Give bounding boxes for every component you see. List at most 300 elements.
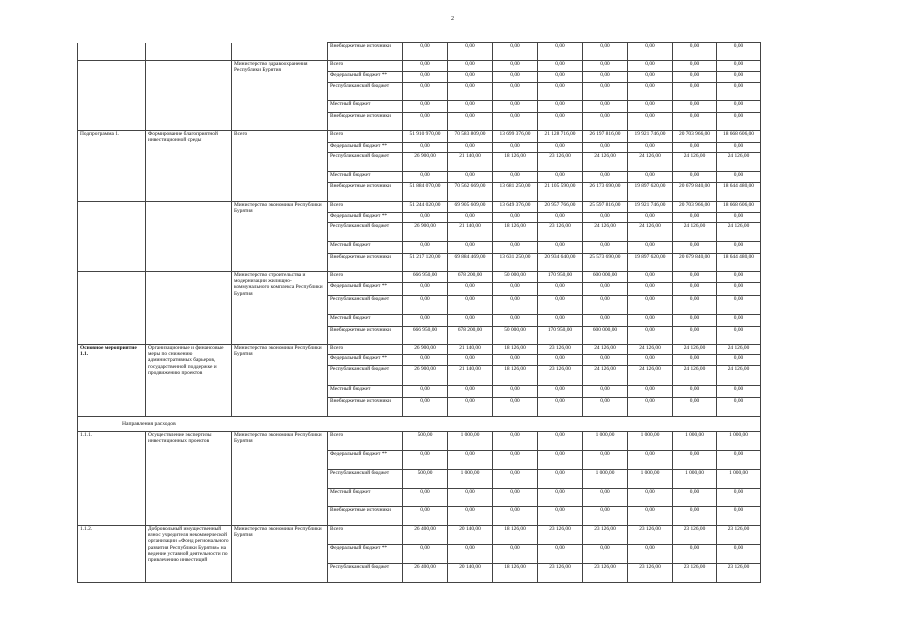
executor-cell: Всего bbox=[232, 131, 328, 202]
funding-source-cell: Федеральный бюджет ** bbox=[328, 355, 403, 366]
section-heading: Направления расходов bbox=[78, 417, 761, 432]
amount-cell: 0,00 bbox=[493, 432, 538, 451]
funding-source-cell: Федеральный бюджет ** bbox=[328, 213, 403, 223]
amount-cell: 26 900,00 bbox=[403, 223, 448, 242]
program-code-cell bbox=[78, 202, 146, 272]
funding-source-cell: Республиканский бюджет bbox=[328, 83, 403, 101]
amount-cell: 0,00 bbox=[628, 143, 673, 153]
amount-cell: 0,00 bbox=[628, 242, 673, 254]
amount-cell: 23 126,00 bbox=[717, 564, 761, 583]
amount-cell: 0,00 bbox=[493, 43, 538, 61]
amount-cell: 0,00 bbox=[673, 398, 717, 417]
amount-cell: 0,00 bbox=[717, 172, 761, 183]
amount-cell: 13 699 376,00 bbox=[493, 131, 538, 143]
amount-cell: 24 126,00 bbox=[583, 153, 628, 172]
amount-cell: 0,00 bbox=[493, 296, 538, 315]
amount-cell: 0,00 bbox=[673, 242, 717, 254]
amount-cell: 20 140,00 bbox=[448, 564, 493, 583]
amount-cell: 0,00 bbox=[583, 451, 628, 470]
executor-cell bbox=[232, 43, 328, 61]
amount-cell: 1 000,00 bbox=[628, 470, 673, 489]
funding-source-cell: Федеральный бюджет ** bbox=[328, 451, 403, 470]
amount-cell: 0,00 bbox=[403, 283, 448, 296]
amount-cell: 0,00 bbox=[583, 213, 628, 223]
program-name-cell bbox=[146, 43, 232, 61]
budget-table-body bbox=[78, 43, 761, 583]
amount-cell: 19 897 620,00 bbox=[628, 183, 673, 202]
amount-cell: 18 126,00 bbox=[493, 564, 538, 583]
funding-source-cell: Республиканский бюджет bbox=[328, 366, 403, 386]
program-name-cell: Добровольный имущественный взнос учредителя некоммерческой организации «Фонд регионального развития Республики Бурятия» на ведение уставной деятельности по привлечению инвестиций bbox=[146, 526, 232, 583]
amount-cell: 1 000,00 bbox=[583, 470, 628, 489]
amount-cell: 0,00 bbox=[628, 327, 673, 345]
amount-cell: 0,00 bbox=[493, 451, 538, 470]
amount-cell: 0,00 bbox=[717, 451, 761, 470]
amount-cell: 21 140,00 bbox=[448, 223, 493, 242]
amount-cell: 0,00 bbox=[717, 61, 761, 72]
amount-cell: 1 000,00 bbox=[673, 432, 717, 451]
amount-cell: 23 126,00 bbox=[538, 153, 583, 172]
amount-cell: 0,00 bbox=[628, 489, 673, 507]
program-name-cell bbox=[146, 202, 232, 272]
amount-cell: 0,00 bbox=[538, 489, 583, 507]
amount-cell: 50 000,00 bbox=[493, 272, 538, 283]
amount-cell: 70 583 809,00 bbox=[448, 131, 493, 143]
amount-cell: 678 200,00 bbox=[448, 272, 493, 283]
amount-cell: 0,00 bbox=[403, 242, 448, 254]
amount-cell: 0,00 bbox=[628, 283, 673, 296]
amount-cell: 21 140,00 bbox=[448, 366, 493, 386]
amount-cell: 0,00 bbox=[403, 213, 448, 223]
amount-cell: 0,00 bbox=[538, 386, 583, 398]
amount-cell: 20 140,00 bbox=[448, 526, 493, 545]
amount-cell: 0,00 bbox=[448, 315, 493, 327]
amount-cell: 0,00 bbox=[493, 545, 538, 564]
amount-cell: 0,00 bbox=[628, 272, 673, 283]
amount-cell: 0,00 bbox=[628, 355, 673, 366]
amount-cell: 23 126,00 bbox=[538, 564, 583, 583]
amount-cell: 0,00 bbox=[673, 489, 717, 507]
amount-cell: 0,00 bbox=[717, 386, 761, 398]
amount-cell: 23 126,00 bbox=[538, 366, 583, 386]
amount-cell: 0,00 bbox=[628, 451, 673, 470]
table-row bbox=[78, 61, 761, 72]
amount-cell: 25 573 690,00 bbox=[583, 254, 628, 272]
amount-cell: 19 921 746,00 bbox=[628, 202, 673, 213]
amount-cell: 18 644 480,00 bbox=[717, 183, 761, 202]
amount-cell: 0,00 bbox=[717, 101, 761, 113]
amount-cell: 0,00 bbox=[493, 101, 538, 113]
amount-cell: 0,00 bbox=[538, 432, 583, 451]
funding-source-cell: Республиканский бюджет bbox=[328, 153, 403, 172]
amount-cell: 0,00 bbox=[403, 61, 448, 72]
amount-cell: 0,00 bbox=[673, 545, 717, 564]
amount-cell: 0,00 bbox=[538, 398, 583, 417]
funding-source-cell: Федеральный бюджет ** bbox=[328, 283, 403, 296]
amount-cell: 24 126,00 bbox=[717, 153, 761, 172]
amount-cell: 0,00 bbox=[538, 451, 583, 470]
amount-cell: 0,00 bbox=[673, 72, 717, 83]
amount-cell: 0,00 bbox=[628, 398, 673, 417]
program-code-cell: 1.1.2. bbox=[78, 526, 146, 583]
amount-cell: 0,00 bbox=[403, 101, 448, 113]
amount-cell: 20 957 766,00 bbox=[538, 202, 583, 213]
amount-cell: 0,00 bbox=[403, 172, 448, 183]
amount-cell: 0,00 bbox=[583, 296, 628, 315]
section-row bbox=[78, 417, 761, 432]
amount-cell: 0,00 bbox=[538, 72, 583, 83]
amount-cell: 0,00 bbox=[448, 43, 493, 61]
amount-cell: 0,00 bbox=[448, 61, 493, 72]
amount-cell: 0,00 bbox=[493, 507, 538, 526]
amount-cell: 0,00 bbox=[538, 355, 583, 366]
amount-cell: 19 921 746,00 bbox=[628, 131, 673, 143]
amount-cell: 0,00 bbox=[493, 398, 538, 417]
funding-source-cell: Федеральный бюджет ** bbox=[328, 545, 403, 564]
amount-cell: 0,00 bbox=[583, 355, 628, 366]
amount-cell: 1 000,00 bbox=[673, 470, 717, 489]
amount-cell: 13 649 376,00 bbox=[493, 202, 538, 213]
amount-cell: 0,00 bbox=[717, 43, 761, 61]
table-row bbox=[78, 43, 761, 61]
amount-cell: 24 126,00 bbox=[717, 223, 761, 242]
amount-cell: 0,00 bbox=[538, 283, 583, 296]
funding-source-cell: Местный бюджет bbox=[328, 172, 403, 183]
amount-cell: 0,00 bbox=[583, 172, 628, 183]
amount-cell: 0,00 bbox=[673, 507, 717, 526]
program-name-cell: Формирование благоприятной инвестиционной среды bbox=[146, 131, 232, 202]
amount-cell: 23 126,00 bbox=[538, 526, 583, 545]
funding-source-cell: Внебюджетные источники bbox=[328, 507, 403, 526]
amount-cell: 21 128 716,00 bbox=[538, 131, 583, 143]
amount-cell: 26 900,00 bbox=[403, 153, 448, 172]
program-name-cell bbox=[146, 272, 232, 345]
amount-cell: 666 950,00 bbox=[403, 327, 448, 345]
amount-cell: 0,00 bbox=[583, 83, 628, 101]
amount-cell: 26 900,00 bbox=[403, 366, 448, 386]
amount-cell: 23 126,00 bbox=[583, 526, 628, 545]
amount-cell: 0,00 bbox=[628, 172, 673, 183]
amount-cell: 26 197 816,00 bbox=[583, 131, 628, 143]
amount-cell: 0,00 bbox=[403, 545, 448, 564]
amount-cell: 18 126,00 bbox=[493, 223, 538, 242]
executor-cell: Министерство экономики Республики Бурятия bbox=[232, 202, 328, 272]
funding-source-cell: Республиканский бюджет bbox=[328, 470, 403, 489]
amount-cell: 0,00 bbox=[493, 283, 538, 296]
amount-cell: 70 562 669,00 bbox=[448, 183, 493, 202]
amount-cell: 0,00 bbox=[583, 283, 628, 296]
table-row bbox=[78, 202, 761, 213]
amount-cell: 0,00 bbox=[403, 507, 448, 526]
table-row bbox=[78, 526, 761, 545]
amount-cell: 0,00 bbox=[538, 101, 583, 113]
executor-cell: Министерство строительства и модернизации жилищно-коммунального комплекса Республики Бурятия bbox=[232, 272, 328, 345]
amount-cell: 0,00 bbox=[493, 143, 538, 153]
amount-cell: 0,00 bbox=[673, 327, 717, 345]
funding-source-cell: Местный бюджет bbox=[328, 101, 403, 113]
amount-cell: 51 884 070,00 bbox=[403, 183, 448, 202]
amount-cell: 0,00 bbox=[628, 296, 673, 315]
amount-cell: 0,00 bbox=[673, 315, 717, 327]
funding-source-cell: Местный бюджет bbox=[328, 386, 403, 398]
amount-cell: 1 000,00 bbox=[717, 470, 761, 489]
executor-cell: Министерство здравоохранения Республики Бурятия bbox=[232, 61, 328, 131]
amount-cell: 0,00 bbox=[583, 113, 628, 131]
table-row bbox=[78, 345, 761, 355]
amount-cell: 0,00 bbox=[403, 83, 448, 101]
program-name-cell bbox=[146, 61, 232, 131]
amount-cell: 0,00 bbox=[628, 43, 673, 61]
amount-cell: 18 126,00 bbox=[493, 366, 538, 386]
amount-cell: 51 910 970,00 bbox=[403, 131, 448, 143]
amount-cell: 18 668 606,00 bbox=[717, 202, 761, 213]
amount-cell: 21 140,00 bbox=[448, 153, 493, 172]
funding-source-cell: Республиканский бюджет bbox=[328, 223, 403, 242]
amount-cell: 24 126,00 bbox=[717, 366, 761, 386]
amount-cell: 0,00 bbox=[628, 101, 673, 113]
amount-cell: 0,00 bbox=[717, 327, 761, 345]
amount-cell: 23 126,00 bbox=[538, 223, 583, 242]
amount-cell: 69 905 609,00 bbox=[448, 202, 493, 213]
amount-cell: 0,00 bbox=[628, 507, 673, 526]
amount-cell: 0,00 bbox=[717, 296, 761, 315]
amount-cell: 678 200,00 bbox=[448, 327, 493, 345]
amount-cell: 0,00 bbox=[583, 143, 628, 153]
amount-cell: 21 105 590,00 bbox=[538, 183, 583, 202]
amount-cell: 50 000,00 bbox=[493, 327, 538, 345]
amount-cell: 0,00 bbox=[493, 72, 538, 83]
amount-cell: 0,00 bbox=[583, 386, 628, 398]
amount-cell: 1 000,00 bbox=[717, 432, 761, 451]
funding-source-cell: Местный бюджет bbox=[328, 489, 403, 507]
amount-cell: 26 173 690,00 bbox=[583, 183, 628, 202]
program-code-cell bbox=[78, 61, 146, 131]
amount-cell: 0,00 bbox=[717, 83, 761, 101]
amount-cell: 0,00 bbox=[673, 43, 717, 61]
amount-cell: 0,00 bbox=[628, 545, 673, 564]
amount-cell: 23 126,00 bbox=[538, 345, 583, 355]
amount-cell: 0,00 bbox=[538, 61, 583, 72]
amount-cell: 0,00 bbox=[448, 398, 493, 417]
amount-cell: 0,00 bbox=[583, 315, 628, 327]
program-code-cell bbox=[78, 43, 146, 61]
amount-cell: 0,00 bbox=[628, 213, 673, 223]
amount-cell: 51 244 020,00 bbox=[403, 202, 448, 213]
executor-cell: Министерство экономики Республики Бурятия bbox=[232, 526, 328, 583]
amount-cell: 0,00 bbox=[628, 72, 673, 83]
amount-cell: 1 000,00 bbox=[448, 432, 493, 451]
amount-cell: 0,00 bbox=[448, 489, 493, 507]
amount-cell: 0,00 bbox=[717, 72, 761, 83]
amount-cell: 0,00 bbox=[448, 83, 493, 101]
funding-source-cell: Всего bbox=[328, 526, 403, 545]
amount-cell: 0,00 bbox=[448, 143, 493, 153]
amount-cell: 24 126,00 bbox=[628, 153, 673, 172]
amount-cell: 0,00 bbox=[403, 296, 448, 315]
amount-cell: 0,00 bbox=[538, 83, 583, 101]
amount-cell: 0,00 bbox=[448, 451, 493, 470]
amount-cell: 24 126,00 bbox=[628, 366, 673, 386]
amount-cell: 24 126,00 bbox=[583, 366, 628, 386]
amount-cell: 18 126,00 bbox=[493, 526, 538, 545]
amount-cell: 0,00 bbox=[493, 315, 538, 327]
funding-source-cell: Местный бюджет bbox=[328, 315, 403, 327]
program-code-cell bbox=[78, 272, 146, 345]
amount-cell: 0,00 bbox=[628, 61, 673, 72]
amount-cell: 0,00 bbox=[538, 507, 583, 526]
program-code-cell: 1.1.1. bbox=[78, 432, 146, 526]
amount-cell: 0,00 bbox=[628, 83, 673, 101]
amount-cell: 24 126,00 bbox=[583, 223, 628, 242]
table-row bbox=[78, 432, 761, 451]
amount-cell: 0,00 bbox=[538, 242, 583, 254]
amount-cell: 0,00 bbox=[538, 113, 583, 131]
amount-cell: 0,00 bbox=[538, 143, 583, 153]
amount-cell: 170 950,00 bbox=[538, 327, 583, 345]
amount-cell: 0,00 bbox=[403, 489, 448, 507]
amount-cell: 51 217 120,00 bbox=[403, 254, 448, 272]
amount-cell: 1 000,00 bbox=[628, 432, 673, 451]
funding-source-cell: Внебюджетные источники bbox=[328, 43, 403, 61]
amount-cell: 18 126,00 bbox=[493, 345, 538, 355]
program-name-cell: Осуществление экспертизы инвестиционных проектов bbox=[146, 432, 232, 526]
amount-cell: 0,00 bbox=[673, 101, 717, 113]
amount-cell: 0,00 bbox=[628, 386, 673, 398]
amount-cell: 0,00 bbox=[538, 296, 583, 315]
amount-cell: 0,00 bbox=[403, 113, 448, 131]
amount-cell: 0,00 bbox=[538, 213, 583, 223]
amount-cell: 0,00 bbox=[583, 489, 628, 507]
amount-cell: 0,00 bbox=[673, 355, 717, 366]
amount-cell: 20 934 640,00 bbox=[538, 254, 583, 272]
amount-cell: 18 668 606,00 bbox=[717, 131, 761, 143]
funding-source-cell: Всего bbox=[328, 432, 403, 451]
amount-cell: 23 126,00 bbox=[673, 526, 717, 545]
amount-cell: 24 126,00 bbox=[628, 345, 673, 355]
amount-cell: 24 126,00 bbox=[673, 153, 717, 172]
amount-cell: 0,00 bbox=[448, 355, 493, 366]
amount-cell: 0,00 bbox=[673, 272, 717, 283]
amount-cell: 0,00 bbox=[717, 507, 761, 526]
amount-cell: 0,00 bbox=[493, 113, 538, 131]
amount-cell: 0,00 bbox=[493, 355, 538, 366]
table-row bbox=[78, 272, 761, 283]
amount-cell: 0,00 bbox=[538, 172, 583, 183]
amount-cell: 0,00 bbox=[673, 172, 717, 183]
amount-cell: 0,00 bbox=[493, 470, 538, 489]
amount-cell: 1 000,00 bbox=[448, 470, 493, 489]
amount-cell: 69 884 469,00 bbox=[448, 254, 493, 272]
program-code-cell: Подпрограмма 1. bbox=[78, 131, 146, 202]
amount-cell: 0,00 bbox=[717, 143, 761, 153]
amount-cell: 0,00 bbox=[717, 242, 761, 254]
amount-cell: 0,00 bbox=[583, 61, 628, 72]
funding-source-cell: Всего bbox=[328, 272, 403, 283]
amount-cell: 600 000,00 bbox=[583, 272, 628, 283]
funding-source-cell: Республиканский бюджет bbox=[328, 296, 403, 315]
amount-cell: 0,00 bbox=[403, 451, 448, 470]
amount-cell: 20 679 840,00 bbox=[673, 254, 717, 272]
amount-cell: 20 679 840,00 bbox=[673, 183, 717, 202]
amount-cell: 24 126,00 bbox=[628, 223, 673, 242]
funding-source-cell: Федеральный бюджет ** bbox=[328, 143, 403, 153]
amount-cell: 0,00 bbox=[717, 283, 761, 296]
amount-cell: 19 897 620,00 bbox=[628, 254, 673, 272]
amount-cell: 0,00 bbox=[717, 489, 761, 507]
amount-cell: 20 703 966,00 bbox=[673, 202, 717, 213]
page-number: 2 bbox=[451, 16, 454, 22]
amount-cell: 0,00 bbox=[583, 72, 628, 83]
amount-cell: 0,00 bbox=[538, 470, 583, 489]
amount-cell: 24 126,00 bbox=[583, 345, 628, 355]
amount-cell: 0,00 bbox=[448, 72, 493, 83]
amount-cell: 0,00 bbox=[673, 61, 717, 72]
amount-cell: 0,00 bbox=[673, 386, 717, 398]
amount-cell: 20 703 966,00 bbox=[673, 131, 717, 143]
amount-cell: 0,00 bbox=[538, 315, 583, 327]
amount-cell: 0,00 bbox=[493, 213, 538, 223]
amount-cell: 0,00 bbox=[403, 315, 448, 327]
amount-cell: 0,00 bbox=[673, 451, 717, 470]
amount-cell: 13 631 250,00 bbox=[493, 254, 538, 272]
funding-source-cell: Федеральный бюджет ** bbox=[328, 72, 403, 83]
amount-cell: 0,00 bbox=[403, 398, 448, 417]
amount-cell: 0,00 bbox=[448, 213, 493, 223]
amount-cell: 26 900,00 bbox=[403, 345, 448, 355]
amount-cell: 0,00 bbox=[403, 386, 448, 398]
amount-cell: 0,00 bbox=[403, 355, 448, 366]
funding-source-cell: Внебюджетные источники bbox=[328, 254, 403, 272]
amount-cell: 0,00 bbox=[673, 83, 717, 101]
program-code-cell: Основное мероприятие 1.1. bbox=[78, 345, 146, 417]
amount-cell: 0,00 bbox=[448, 172, 493, 183]
amount-cell: 0,00 bbox=[448, 283, 493, 296]
amount-cell: 0,00 bbox=[717, 213, 761, 223]
amount-cell: 0,00 bbox=[493, 386, 538, 398]
amount-cell: 600 000,00 bbox=[583, 327, 628, 345]
amount-cell: 18 126,00 bbox=[493, 153, 538, 172]
amount-cell: 0,00 bbox=[673, 113, 717, 131]
amount-cell: 13 681 250,00 bbox=[493, 183, 538, 202]
amount-cell: 0,00 bbox=[583, 507, 628, 526]
amount-cell: 24 126,00 bbox=[673, 366, 717, 386]
amount-cell: 26 400,00 bbox=[403, 526, 448, 545]
amount-cell: 23 126,00 bbox=[673, 564, 717, 583]
amount-cell: 23 126,00 bbox=[628, 526, 673, 545]
amount-cell: 23 126,00 bbox=[628, 564, 673, 583]
executor-cell: Министерство экономики Республики Бурятия bbox=[232, 432, 328, 526]
funding-source-cell: Внебюджетные источники bbox=[328, 398, 403, 417]
funding-source-cell: Всего bbox=[328, 345, 403, 355]
amount-cell: 666 950,00 bbox=[403, 272, 448, 283]
funding-source-cell: Внебюджетные источники bbox=[328, 183, 403, 202]
amount-cell: 0,00 bbox=[583, 545, 628, 564]
amount-cell: 0,00 bbox=[448, 296, 493, 315]
amount-cell: 500,00 bbox=[403, 432, 448, 451]
executor-cell: Министерство экономики Республики Бурятия bbox=[232, 345, 328, 417]
program-name-cell: Организационные и финансовые меры по снижению административных барьеров, государственной поддержке и продвижению проектов bbox=[146, 345, 232, 417]
amount-cell: 0,00 bbox=[448, 101, 493, 113]
budget-table bbox=[77, 42, 761, 583]
amount-cell: 0,00 bbox=[717, 272, 761, 283]
amount-cell: 0,00 bbox=[673, 296, 717, 315]
amount-cell: 0,00 bbox=[493, 489, 538, 507]
amount-cell: 0,00 bbox=[493, 242, 538, 254]
amount-cell: 24 126,00 bbox=[673, 345, 717, 355]
amount-cell: 0,00 bbox=[448, 386, 493, 398]
amount-cell: 0,00 bbox=[673, 213, 717, 223]
table-row bbox=[78, 131, 761, 143]
